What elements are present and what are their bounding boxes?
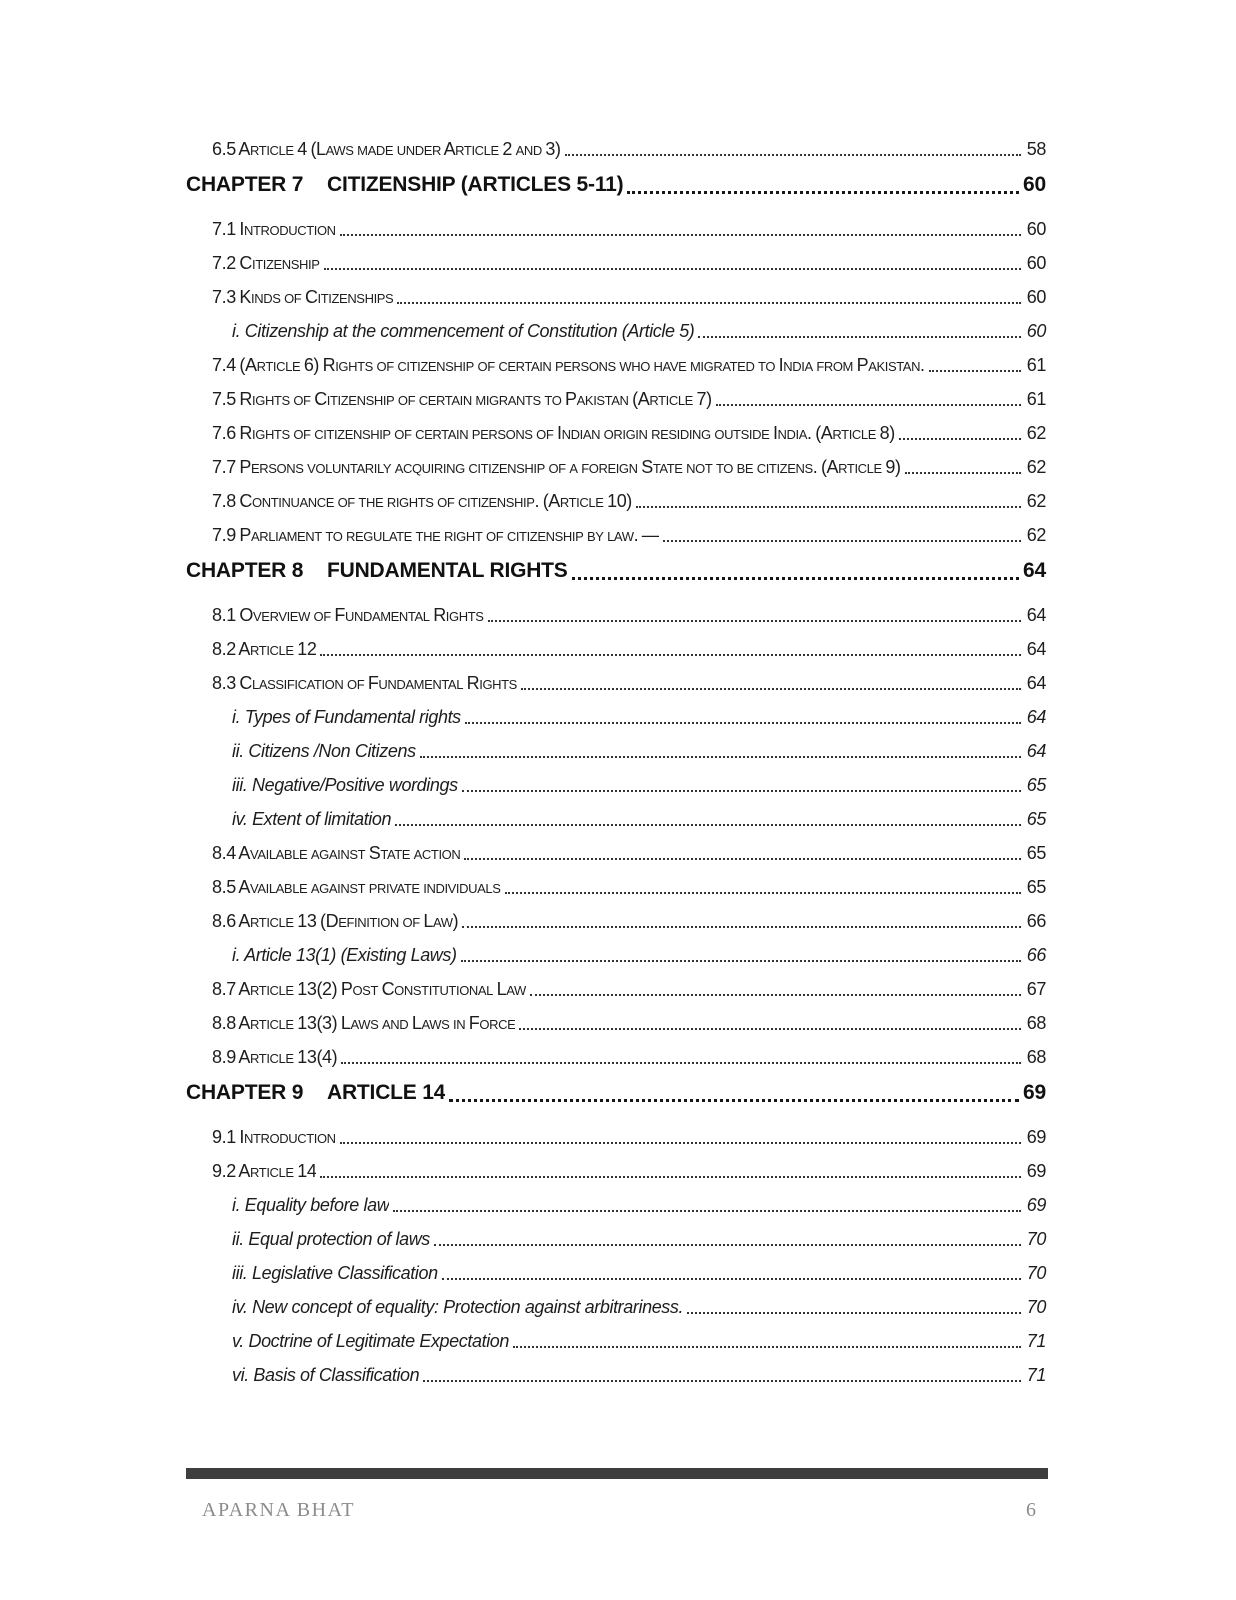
entry-text: 8.1 Overview of Fundamental Rights (212, 605, 484, 625)
toc-entry-row[interactable] (186, 1012, 1046, 1034)
page-number: 62 (1026, 423, 1046, 443)
dot-leader (572, 577, 1019, 580)
page-number: 71 (1026, 1365, 1046, 1385)
page-number: 61 (1026, 355, 1046, 375)
toc-entry-row[interactable] (186, 422, 1046, 444)
chapter-label: CHAPTER 7 (186, 173, 304, 196)
page-number: 66 (1026, 945, 1046, 965)
entry-text: 7.5 Rights of Citizenship of certain migrants to Pakistan (Article 7) (212, 389, 712, 409)
toc-entry-row[interactable] (186, 1194, 1046, 1216)
page-number: 65 (1026, 809, 1046, 829)
entry-text: 8.4 Available against State action (212, 843, 461, 863)
entry-text: i. Types of Fundamental rights (232, 707, 461, 727)
entry-text: v. Doctrine of Legitimate Expectation (232, 1331, 510, 1351)
page-number: 58 (1026, 139, 1046, 159)
entry-text: iii. Legislative Classification (232, 1263, 438, 1283)
dot-leader (687, 1312, 1021, 1314)
dot-leader (449, 1099, 1019, 1102)
entry-text: ii. Citizens /Non Citizens (232, 741, 416, 761)
dot-leader (320, 654, 1020, 656)
toc-entry-row[interactable] (186, 320, 1046, 342)
dot-leader (462, 926, 1021, 928)
entry-text: 7.7 Persons voluntarily acquiring citizenship of a foreign State not to be citizens. (Article 9) (212, 457, 901, 477)
dot-leader (442, 1278, 1021, 1280)
chapter-title: FUNDAMENTAL RIGHTS (327, 559, 568, 582)
dot-leader (324, 268, 1021, 270)
page-number: 71 (1026, 1331, 1046, 1351)
dot-leader (464, 858, 1020, 860)
footer-page-number: 6 (1026, 1499, 1036, 1521)
entry-text: i. Article 13(1) (Existing Laws) (232, 945, 457, 965)
entry-text: 7.2 Citizenship (212, 253, 320, 273)
entry-text: iv. Extent of limitation (232, 809, 392, 829)
toc-entry-row[interactable] (186, 638, 1046, 660)
entry-text: i. Equality before law (232, 1195, 390, 1215)
dot-leader (320, 1176, 1020, 1178)
page-number: 67 (1026, 979, 1046, 999)
entry-text: iv. New concept of equality: Protection against arbitrariness. (232, 1297, 684, 1317)
entry-text: 8.8 Article 13(3) Laws and Laws in Force (212, 1013, 516, 1033)
dot-leader (530, 994, 1021, 996)
entry-text: 8.5 Available against private individuals (212, 877, 501, 897)
toc-chapter-row[interactable] (186, 1080, 1046, 1106)
dot-leader (395, 824, 1021, 826)
toc-chapter-row[interactable] (186, 558, 1046, 584)
page-number: 60 (1026, 219, 1046, 239)
entry-text: 6.5 Article 4 (Laws made under Article 2 and 3) (212, 139, 561, 159)
page-number: 70 (1026, 1263, 1046, 1283)
toc-entry-row[interactable] (186, 774, 1046, 796)
toc-entry-row[interactable] (186, 1046, 1046, 1068)
page-number: 61 (1026, 389, 1046, 409)
dot-leader (716, 404, 1021, 406)
toc-entry-row[interactable] (186, 138, 1046, 160)
toc-entry-row[interactable] (186, 1160, 1046, 1182)
dot-leader (513, 1346, 1021, 1348)
toc-entry-row[interactable] (186, 388, 1046, 410)
page-footer (186, 1497, 1048, 1523)
dot-leader (905, 472, 1021, 474)
dot-leader (521, 688, 1021, 690)
page-number: 65 (1026, 775, 1046, 795)
dot-leader (461, 960, 1021, 962)
toc-entry-row[interactable] (186, 218, 1046, 240)
page-number: 70 (1026, 1297, 1046, 1317)
page-number: 60 (1023, 173, 1046, 196)
toc-entry-row[interactable] (186, 876, 1046, 898)
toc-entry-row[interactable] (186, 910, 1046, 932)
dot-leader (434, 1244, 1021, 1246)
entry-text: 7.9 Parliament to regulate the right of citizenship by law. — (212, 525, 660, 545)
entry-text: 7.8 Continuance of the rights of citizenship. (Article 10) (212, 491, 632, 511)
page-number: 69 (1026, 1127, 1046, 1147)
page-number: 65 (1026, 877, 1046, 897)
dot-leader (340, 234, 1021, 236)
chapter-label: CHAPTER 8 (186, 559, 304, 582)
entry-text: ii. Equal protection of laws (232, 1229, 430, 1249)
dot-leader (519, 1028, 1020, 1030)
toc-entry-row[interactable] (186, 808, 1046, 830)
footer-divider-bar (186, 1468, 1048, 1479)
entry-text: 8.2 Article 12 (212, 639, 317, 659)
page-number: 60 (1026, 253, 1046, 273)
page-number: 64 (1026, 673, 1046, 693)
toc-list (186, 138, 1046, 1398)
entry-text: 9.2 Article 14 (212, 1161, 317, 1181)
dot-leader (505, 892, 1021, 894)
dot-leader (663, 540, 1020, 542)
toc-entry-row[interactable] (186, 740, 1046, 762)
page-number: 69 (1026, 1195, 1046, 1215)
dot-leader (423, 1380, 1020, 1382)
page-number: 69 (1023, 1081, 1046, 1104)
page-number: 64 (1026, 639, 1046, 659)
entry-text: i. Citizenship at the commencement of Constitution (Article 5) (232, 321, 695, 341)
chapter-title: ARTICLE 14 (327, 1081, 446, 1104)
toc-entry-row[interactable] (186, 978, 1046, 1000)
dot-leader (929, 370, 1021, 372)
entry-text: 8.3 Classification of Fundamental Rights (212, 673, 517, 693)
page-number: 69 (1026, 1161, 1046, 1181)
entry-text: 7.6 Rights of citizenship of certain persons of Indian origin residing outside India. (Article 8) (212, 423, 895, 443)
page-number: 60 (1026, 321, 1046, 341)
page-number: 62 (1026, 457, 1046, 477)
entry-text: iii. Negative/Positive wordings (232, 775, 458, 795)
toc-entry-row[interactable] (186, 1296, 1046, 1318)
page-number: 64 (1026, 605, 1046, 625)
dot-leader (636, 506, 1021, 508)
toc-entry-row[interactable] (186, 1126, 1046, 1148)
toc-entry-row[interactable] (186, 456, 1046, 478)
entry-text: 7.3 Kinds of Citizenships (212, 287, 394, 307)
entry-text: 9.1 Introduction (212, 1127, 336, 1147)
toc-chapter-row[interactable] (186, 172, 1046, 198)
toc-entry-row[interactable] (186, 706, 1046, 728)
dot-leader (899, 438, 1021, 440)
entry-text: vi. Basis of Classification (232, 1365, 420, 1385)
toc-entry-row[interactable] (186, 842, 1046, 864)
dot-leader (565, 154, 1021, 156)
entry-text: 7.4 (Article 6) Rights of citizenship of certain persons who have migrated to India from Pakistan. (212, 355, 925, 375)
entry-text: 7.1 Introduction (212, 219, 336, 239)
toc-entry-row[interactable] (186, 672, 1046, 694)
chapter-label: CHAPTER 9 (186, 1081, 304, 1104)
page-number: 68 (1026, 1047, 1046, 1067)
dot-leader (627, 191, 1019, 194)
dot-leader (340, 1142, 1021, 1144)
entry-text: 8.9 Article 13(4) (212, 1047, 338, 1067)
page-number: 62 (1026, 491, 1046, 511)
page-number: 65 (1026, 843, 1046, 863)
chapter-title: CITIZENSHIP (ARTICLES 5-11) (327, 173, 624, 196)
dot-leader (397, 302, 1020, 304)
toc-entry-row[interactable] (186, 252, 1046, 274)
page-number: 64 (1026, 707, 1046, 727)
entry-text: 8.6 Article 13 (Definition of Law) (212, 911, 459, 931)
footer-author: APARNA BHAT (202, 1499, 356, 1521)
toc-entry-row[interactable] (186, 1262, 1046, 1284)
page-number: 64 (1026, 741, 1046, 761)
toc-entry-row[interactable] (186, 1330, 1046, 1352)
toc-entry-row[interactable] (186, 524, 1046, 546)
page-number: 60 (1026, 287, 1046, 307)
entry-text: 8.7 Article 13(2) Post Constitutional Law (212, 979, 526, 999)
dot-leader (465, 722, 1021, 724)
toc-entry-row[interactable] (186, 604, 1046, 626)
page-number: 70 (1026, 1229, 1046, 1249)
dot-leader (420, 756, 1021, 758)
toc-entry-row[interactable] (186, 286, 1046, 308)
toc-entry-row[interactable] (186, 490, 1046, 512)
page-number: 68 (1026, 1013, 1046, 1033)
dot-leader (462, 790, 1021, 792)
dot-leader (393, 1210, 1020, 1212)
dot-leader (488, 620, 1021, 622)
toc-entry-row[interactable] (186, 1228, 1046, 1250)
toc-entry-row[interactable] (186, 944, 1046, 966)
page-number: 62 (1026, 525, 1046, 545)
dot-leader (698, 336, 1020, 338)
dot-leader (341, 1062, 1021, 1064)
toc-entry-row[interactable] (186, 354, 1046, 376)
page-number: 64 (1023, 559, 1046, 582)
toc-entry-row[interactable] (186, 1364, 1046, 1386)
page-number: 66 (1026, 911, 1046, 931)
